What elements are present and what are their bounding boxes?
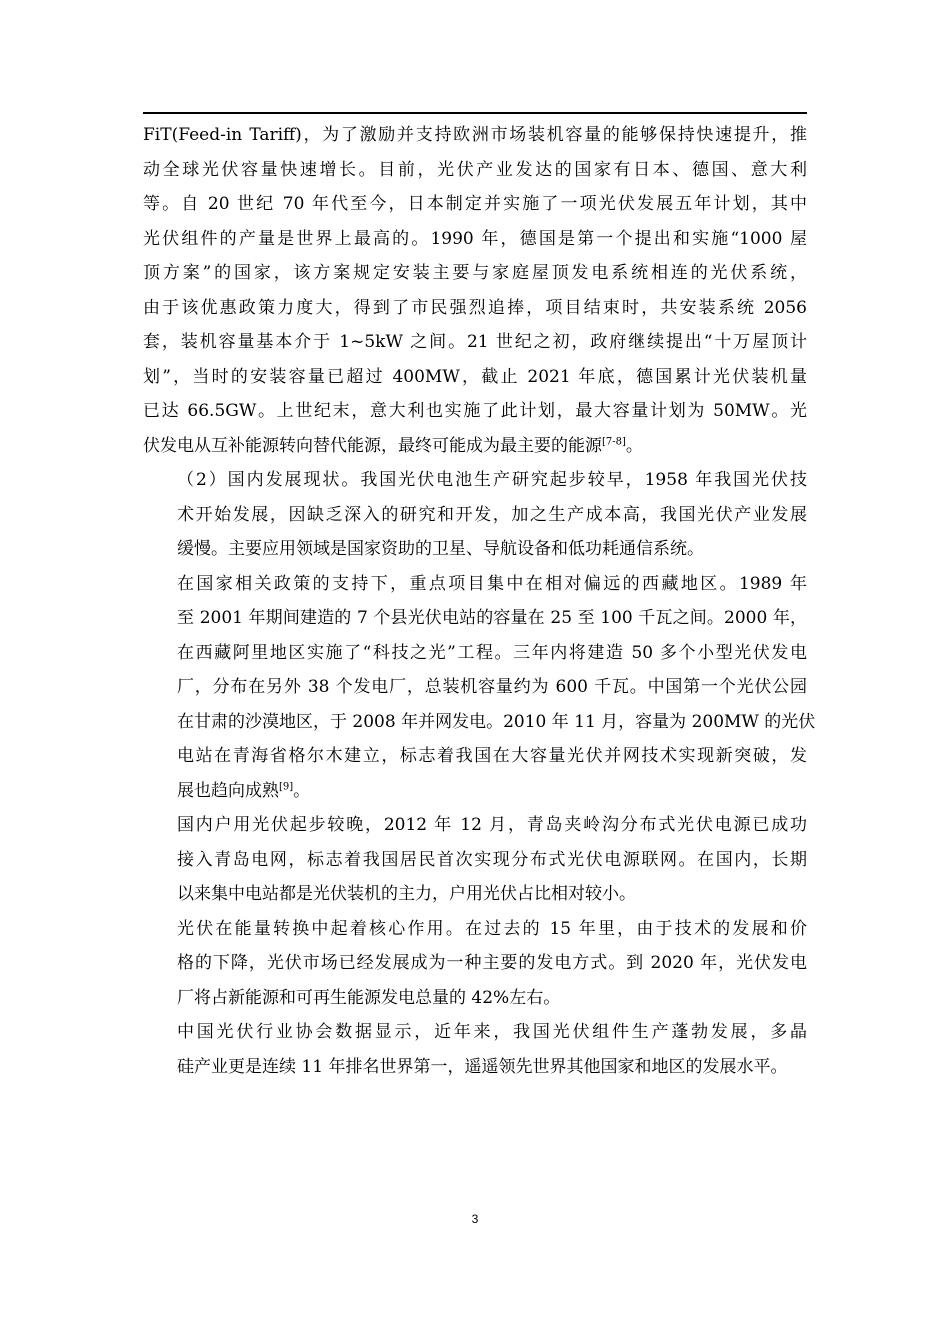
text-line-last [143,429,807,464]
header-rule [143,112,807,114]
text-line: 厂将占新能源和可再生能源发电总量的 42%左右。 [177,987,561,1008]
citation-ref: [7-8] [602,435,626,447]
text-line: 至 2001 年期间建造的 7 个县光伏电站的容量在 25 至 100 千瓦之间。2000 年， [177,608,807,628]
paragraph-domestic-status [143,463,807,567]
paragraph-household-pv [143,808,807,912]
page-number: 3 [471,1212,479,1226]
body-text [143,118,816,1084]
text-line: 顶方案”的国家，该方案规定安装主要与家庭屋顶发电系统相连的光伏系统， [143,263,807,283]
text-line: 格的下降，光伏市场已经发展成为一种主要的发电方式。到 2020 年，光伏发电 [177,953,807,973]
text-line: 由于该优惠政策力度大，得到了市民强烈追捧，项目结束时，共安装系统 2056 [143,297,807,318]
text-line: 厂，分布在另外 38 个发电厂，总装机容量约为 600 千瓦。中国第一个光伏公园 [177,677,807,697]
text-line-last [143,774,807,809]
text-line: 伏发电从互补能源转向替代能源，最终可能成为最主要的能源 [143,435,602,456]
text-line: 接入青岛电网，标志着我国居民首次实现分布式光伏电源联网。在国内，长期 [177,849,807,870]
paragraph-energy-conversion [143,912,807,1016]
text-line: 中国光伏行业协会数据显示，近年来，我国光伏组件生产蓬勃发展，多晶 [177,1022,807,1042]
text-line: 缓慢。主要应用领域是国家资助的卫星、导航设备和低功耗通信系统。 [177,539,704,559]
text-line: 动全球光伏容量快速增长。目前，光伏产业发达的国家有日本、德国、意大利 [143,159,807,180]
text-line: 在甘肃的沙漠地区，于 2008 年并网发电。2010 年 11 月，容量为 200MW 的光伏 [177,711,816,732]
text-line: 光伏组件的产量是世界上最高的。1990 年，德国是第一个提出和实施“1000 屋 [143,228,807,249]
text-line: 术开始发展，因缺乏深入的研究和开发，加之生产成本高，我国光伏产业发展 [177,504,807,525]
citation-ref: [9] [279,780,294,792]
text-line: 已达 66.5GW。上世纪末，意大利也实施了此计划，最大容量计划为 50MW。光 [143,401,807,421]
paragraph-foreign-development [143,118,807,463]
paragraph-policy-support [143,567,816,809]
text-line: 在西藏阿里地区实施了“科技之光”工程。三年内将建造 50 多个小型光伏发电 [177,642,807,663]
paragraph-industry-data [143,1015,807,1084]
text-line: 以来集中电站都是光伏装机的主力，户用光伏占比相对较小。 [177,884,636,904]
text-tail: 。 [293,780,311,801]
text-line: 硅产业更是连续 11 年排名世界第一，遥遥领先世界其他国家和地区的发展水平。 [177,1056,788,1077]
text-line: 等。自 20 世纪 70 年代至今，日本制定并实施了一项光伏发展五年计划，其中 [143,194,807,214]
text-line: FiT(Feed-in Tariff)，为了激励并支持欧洲市场装机容量的能够保持快速提升，推 [143,125,807,145]
text-line: 套，装机容量基本介于 1~5kW 之间。21 世纪之初，政府继续提出“十万屋顶计 [143,332,807,352]
text-line: 展也趋向成熟 [177,780,279,801]
text-line: 电站在青海省格尔木建立，标志着我国在大容量光伏并网技术实现新突破，发 [177,746,807,766]
text-tail: 。 [625,435,643,456]
text-line: 在国家相关政策的支持下，重点项目集中在相对偏远的西藏地区。1989 年 [177,573,807,594]
text-line: 光伏在能量转换中起着核心作用。在过去的 15 年里，由于技术的发展和价 [177,918,807,939]
text-line: 划”，当时的安装容量已超过 400MW，截止 2021 年底，德国累计光伏装机量 [143,366,807,387]
text-line: 国内户用光伏起步较晚，2012 年 12 月，青岛夹岭沟分布式光伏电源已成功 [177,815,807,835]
text-line: （2）国内发展现状。我国光伏电池生产研究起步较早，1958 年我国光伏技 [177,470,807,490]
